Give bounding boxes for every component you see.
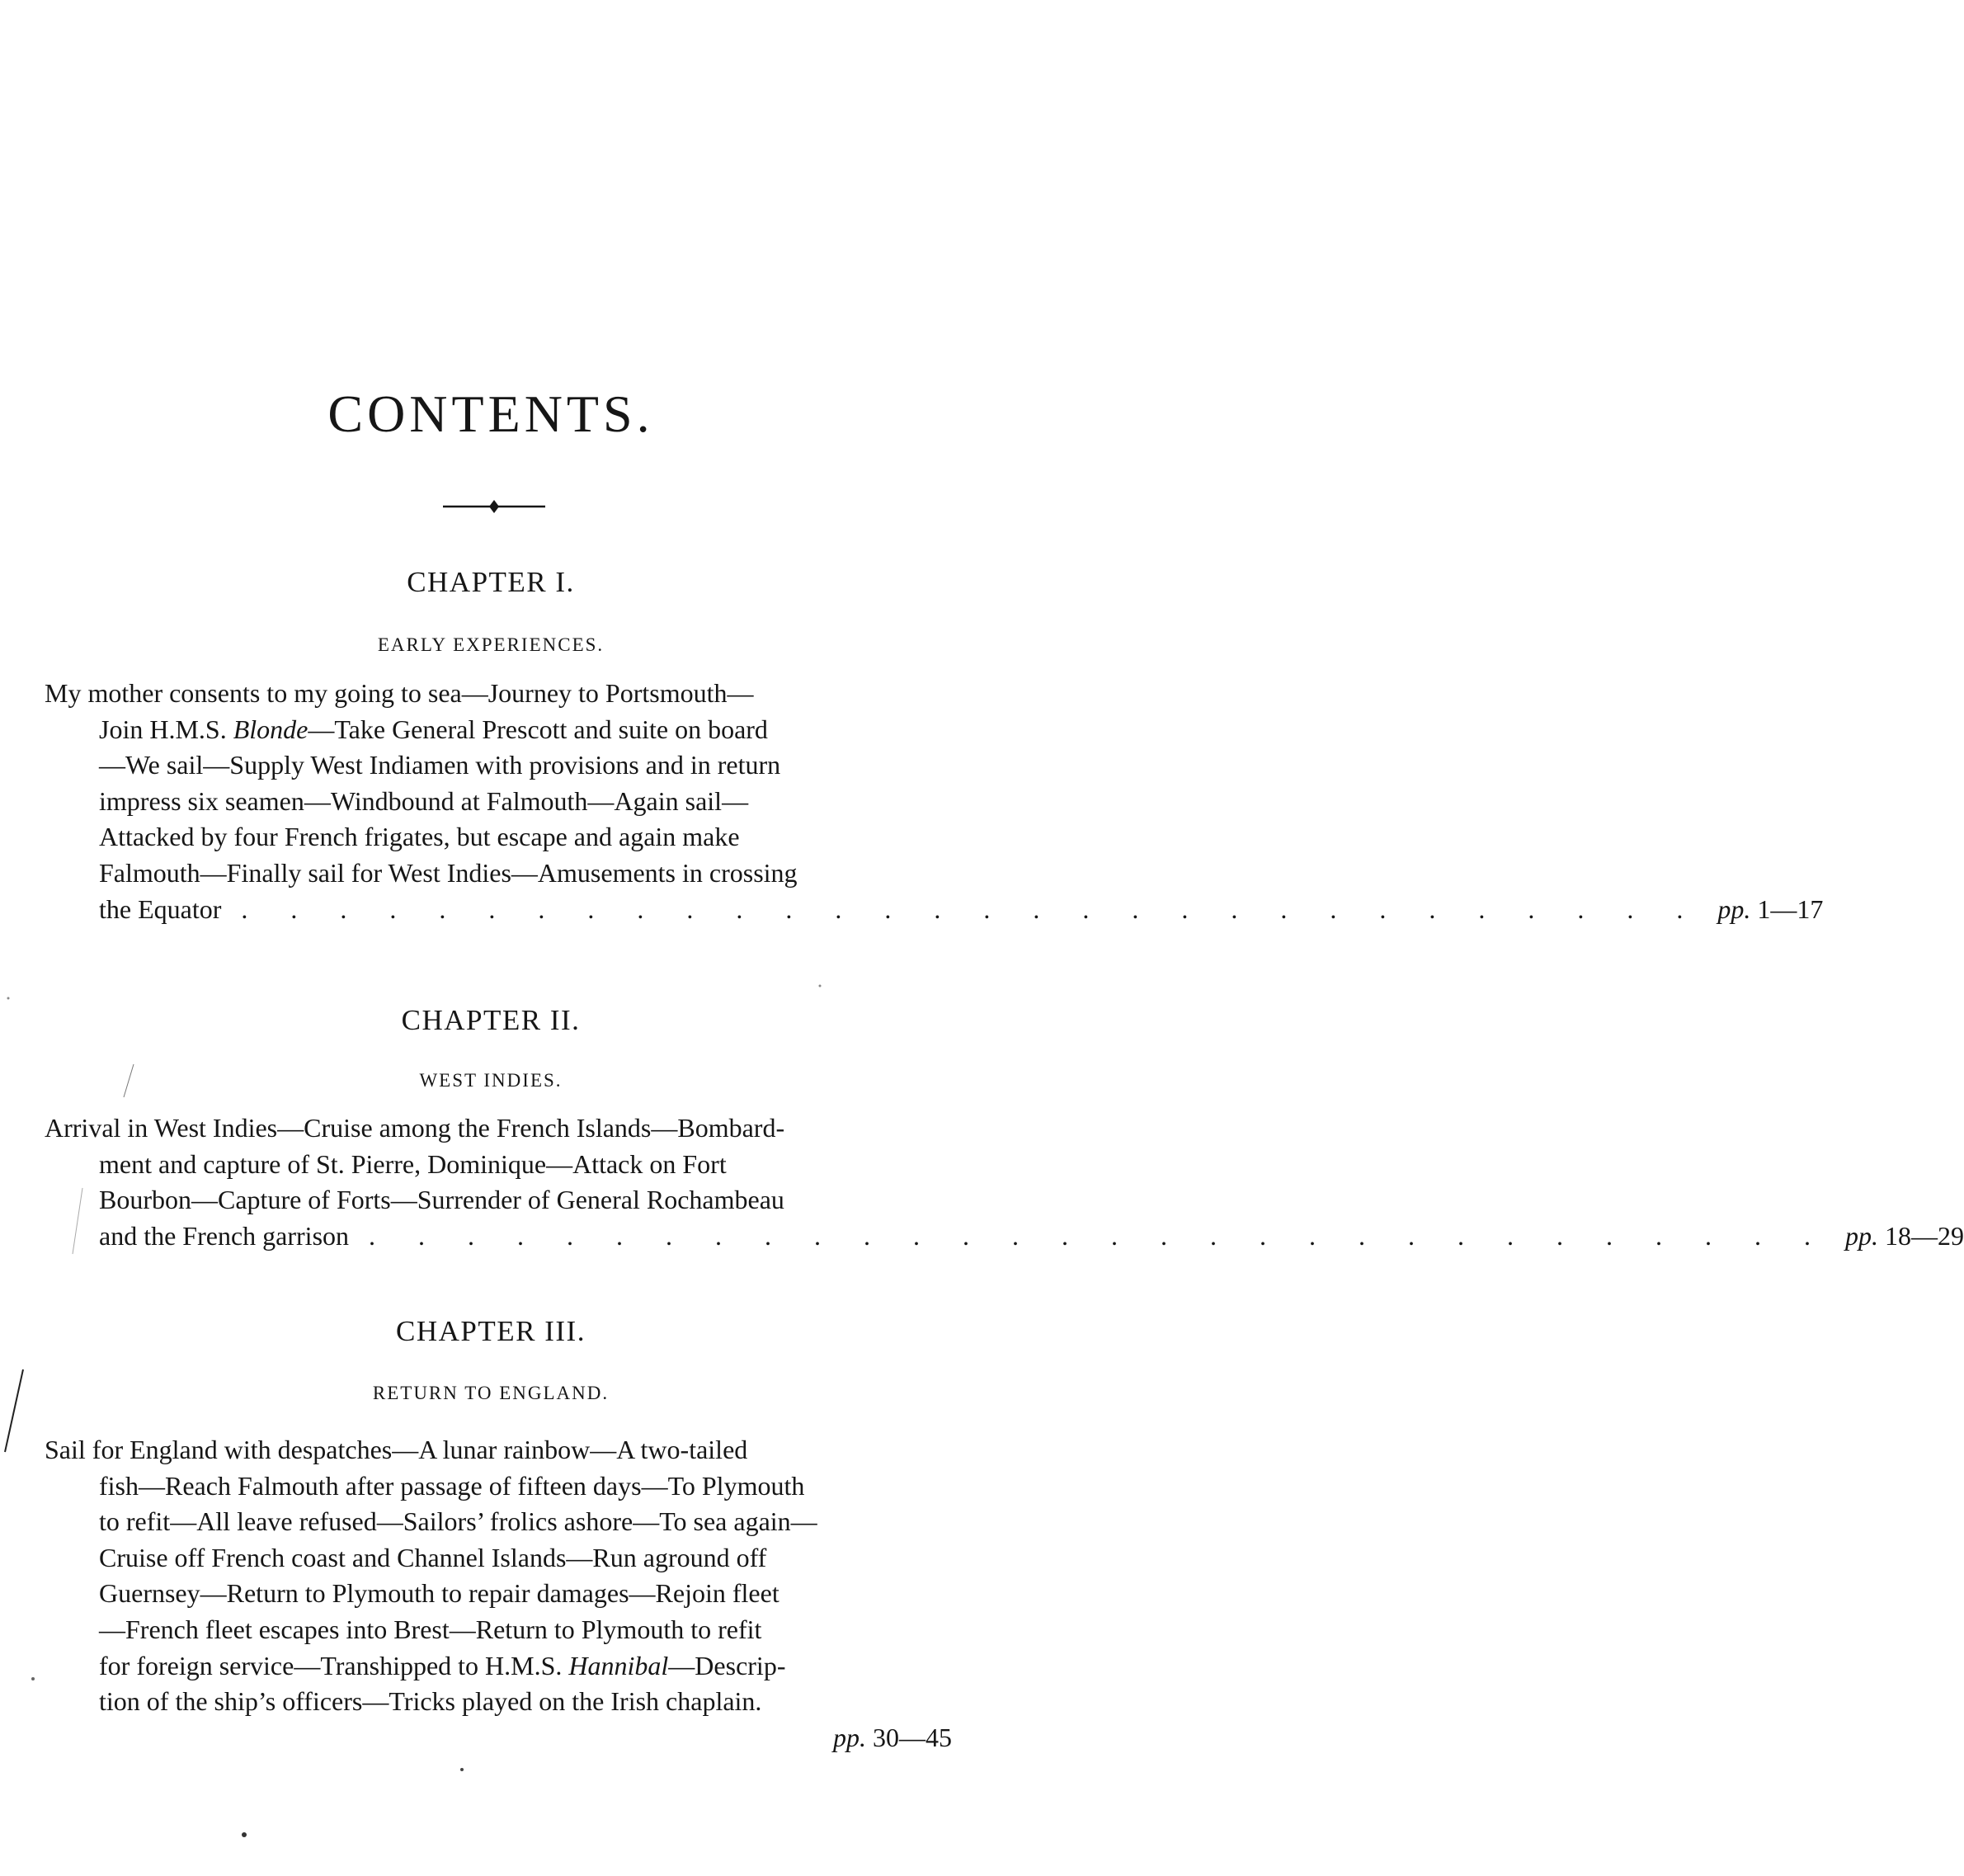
chapter-subtitle: WEST INDIES. (419, 1070, 563, 1091)
summary-line: —We sail—Supply West Indiamen with provisions and in return (99, 750, 781, 780)
summary-last-line (99, 892, 1824, 928)
chapter-heading: CHAPTER I. (407, 566, 575, 598)
summary-text: —Descrip- (668, 1650, 786, 1680)
ornament-divider (443, 498, 545, 515)
page-range (1701, 892, 1823, 928)
chapter-summary (45, 676, 1824, 927)
summary-text: Join H.M.S. (99, 714, 227, 744)
ship-name: Blonde (233, 714, 308, 744)
chapter-heading: CHAPTER II. (401, 1004, 581, 1036)
summary-line: impress six seamen—Windbound at Falmouth—Again sail— (99, 785, 749, 816)
pp-label: pp. (833, 1722, 866, 1752)
summary-line: the Equator (99, 893, 222, 924)
page-range (99, 1720, 952, 1756)
leader-dots: . . . . . . . . . . . . . . . . . . . . . . . . . . . . . . (241, 893, 1702, 924)
chapter-heading: CHAPTER III. (396, 1315, 586, 1347)
summary-line: tion of the ship’s officers—Tricks played on the Irish chaplain. (99, 1686, 762, 1717)
summary-line: Cruise off French coast and Channel Islands—Run aground off (99, 1542, 767, 1572)
summary-line: ment and capture of St. Pierre, Dominique—Attack on Fort (99, 1148, 727, 1179)
summary-line (99, 1648, 952, 1685)
summary-line: Attacked by four French frigates, but escape and again make (99, 822, 740, 852)
summary-line: Arrival in West Indies—Cruise among the French Islands—Bombard- (45, 1113, 785, 1143)
chapter-summary (45, 1110, 1964, 1254)
page-numbers: 18—29 (1885, 1220, 1964, 1251)
summary-line: Falmouth—Finally sail for West Indies—Amusements in crossing (99, 857, 798, 888)
ship-name: Hannibal (568, 1650, 669, 1680)
pp-label: pp. (1845, 1220, 1879, 1251)
summary-line (99, 712, 952, 748)
summary-line: and the French garrison (99, 1220, 350, 1251)
leader-dots: . . . . . . . . . . . . . . . . . . . . . . . . . . . . . . (369, 1220, 1830, 1251)
summary-line: fish—Reach Falmouth after passage of fifteen days—To Plymouth (99, 1470, 805, 1501)
summary-line: —French fleet escapes into Brest—Return to Plymouth to refit (99, 1614, 762, 1644)
summary-line: Sail for England with despatches—A lunar rainbow—A two-tailed (45, 1435, 748, 1464)
summary-line: My mother consents to my going to sea—Journey to Portsmouth— (45, 678, 754, 708)
summary-line: Guernsey—Return to Plymouth to repair damages—Rejoin fleet (99, 1578, 779, 1609)
page-numbers: 1—17 (1757, 893, 1824, 924)
page-title: CONTENTS. (327, 384, 654, 443)
chapter-subtitle: EARLY EXPERIENCES. (377, 634, 605, 655)
page-numbers: 30—45 (873, 1722, 952, 1752)
pp-label: pp. (1717, 893, 1751, 924)
chapter-subtitle: RETURN TO ENGLAND. (372, 1383, 610, 1403)
page-range (1829, 1218, 1964, 1255)
chapter-summary (45, 1432, 952, 1756)
summary-last-line (99, 1218, 1964, 1255)
summary-text: for foreign service—Transhipped to H.M.S. (99, 1650, 563, 1680)
summary-line: Bourbon—Capture of Forts—Surrender of General Rochambeau (99, 1185, 784, 1215)
summary-text: —Take General Prescott and suite on board (308, 714, 768, 744)
summary-line: to refit—All leave refused—Sailors’ frolics ashore—To sea again— (99, 1506, 817, 1537)
